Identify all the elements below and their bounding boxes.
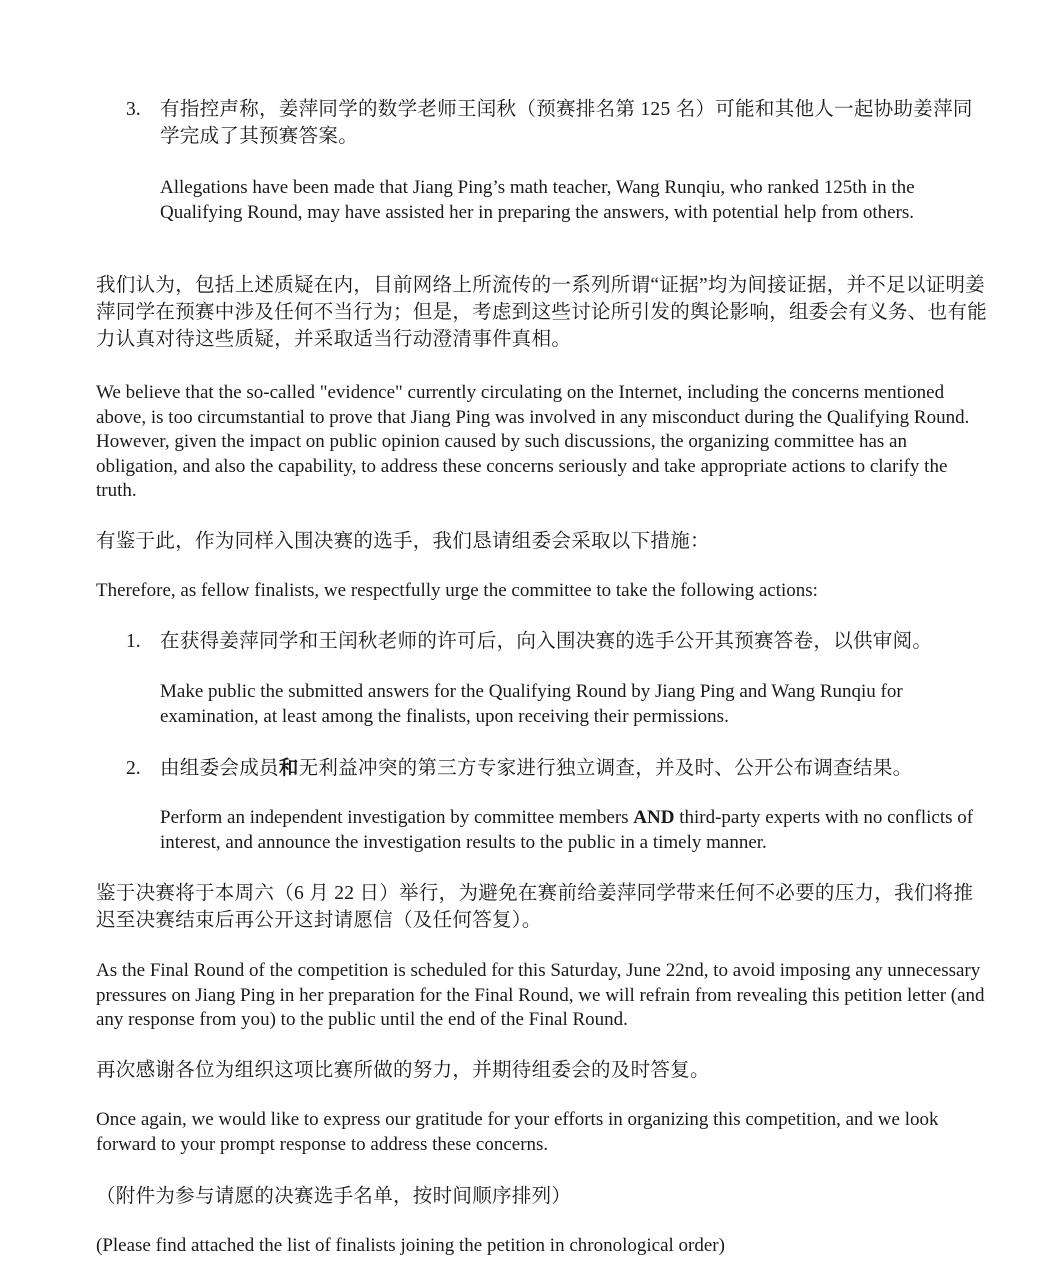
- thanks-paragraph-english: Once again, we would like to express our gratitude for your efforts in organizing this competition, and we look forward to your prompt response to address these concerns.: [96, 1109, 939, 1155]
- action-2-chinese-text: [160, 755, 990, 782]
- thanks-paragraph-chinese: 再次感谢各位为组织这项比赛所做的努力，并期待组委会的及时答复。: [96, 1060, 710, 1081]
- action-2-chinese-part-1: 由组委会成员: [160, 758, 279, 779]
- action-1-chinese-text: 在获得姜萍同学和王闰秋老师的许可后，向入围决赛的选手公开其预赛答卷，以供审阅。: [160, 631, 933, 652]
- final-round-paragraph-chinese: 鉴于决赛将于本周六（6 月 22 日）举行，为避免在赛前给姜萍同学带来任何不必要的压力，我们将推迟至决赛结束后再公开这封请愿信（及任何答复）。: [96, 883, 974, 931]
- request-paragraph-english: Therefore, as fellow finalists, we respectfully urge the committee to take the following actions:: [96, 580, 818, 601]
- action-1-number: 1.: [126, 631, 141, 652]
- attachment-note-english: (Please find attached the list of finalists joining the petition in chronological order): [96, 1235, 725, 1256]
- action-2-english-bold-and: AND: [633, 807, 675, 828]
- action-2-chinese-part-2: 无利益冲突的第三方专家进行独立调查，并及时、公开公布调查结果。: [298, 758, 913, 779]
- action-2-english-part-1: Perform an independent investigation by committee members: [160, 807, 634, 828]
- item-3-number: 3.: [126, 99, 141, 120]
- attachment-note-chinese: （附件为参与请愿的决赛选手名单，按时间顺序排列）: [96, 1186, 572, 1207]
- action-2-english-text: [160, 806, 990, 855]
- belief-paragraph-chinese: 我们认为，包括上述质疑在内，目前网络上所流传的一系列所谓“证据”均为间接证据，并不足以证明姜萍同学在预赛中涉及任何不当行为；但是，考虑到这些讨论所引发的舆论影响，组委会有义务、也有能力认真对待这些质疑，并采取适当行动澄清事件真相。: [96, 275, 988, 350]
- item-3-chinese-text: 有指控声称，姜萍同学的数学老师王闰秋（预赛排名第 125 名）可能和其他人一起协助姜萍同学完成了其预赛答案。: [160, 99, 973, 147]
- action-1-english-text: Make public the submitted answers for the Qualifying Round by Jiang Ping and Wang Runqiu for examination, at least among the finalists, upon receiving their permissions.: [160, 681, 903, 727]
- request-paragraph-chinese: 有鉴于此，作为同样入围决赛的选手，我们恳请组委会采取以下措施：: [96, 531, 710, 552]
- final-round-paragraph-english: As the Final Round of the competition is scheduled for this Saturday, June 22nd, to avoid imposing any unnecessary pressures on Jiang Ping in her preparation for the Final Round, we will refrain from revealing this petition letter (and any response from you) to the public until the end of the Final Round.: [96, 960, 985, 1030]
- action-2-english-part-2: third-party experts with no conflicts of interest, and announce the investigation results to the public in a timely manner.: [160, 807, 974, 853]
- action-2-chinese-bold-and: 和: [278, 758, 299, 779]
- belief-paragraph-english: We believe that the so-called "evidence" currently circulating on the Internet, including the concerns mentioned above, is too circumstantial to prove that Jiang Ping was involved in any misconduct during the Qualifying Round. However, given the impact on public opinion caused by such discussions, the organizing committee has an obligation, and also the capability, to address these concerns seriously and take appropriate actions to clarify the truth.: [96, 382, 970, 501]
- action-2-number: 2.: [126, 758, 141, 779]
- item-3-english-text: Allegations have been made that Jiang Ping’s math teacher, Wang Runqiu, who ranked 125th in the Qualifying Round, may have assisted her in preparing the answers, with potential help from others.: [160, 177, 915, 223]
